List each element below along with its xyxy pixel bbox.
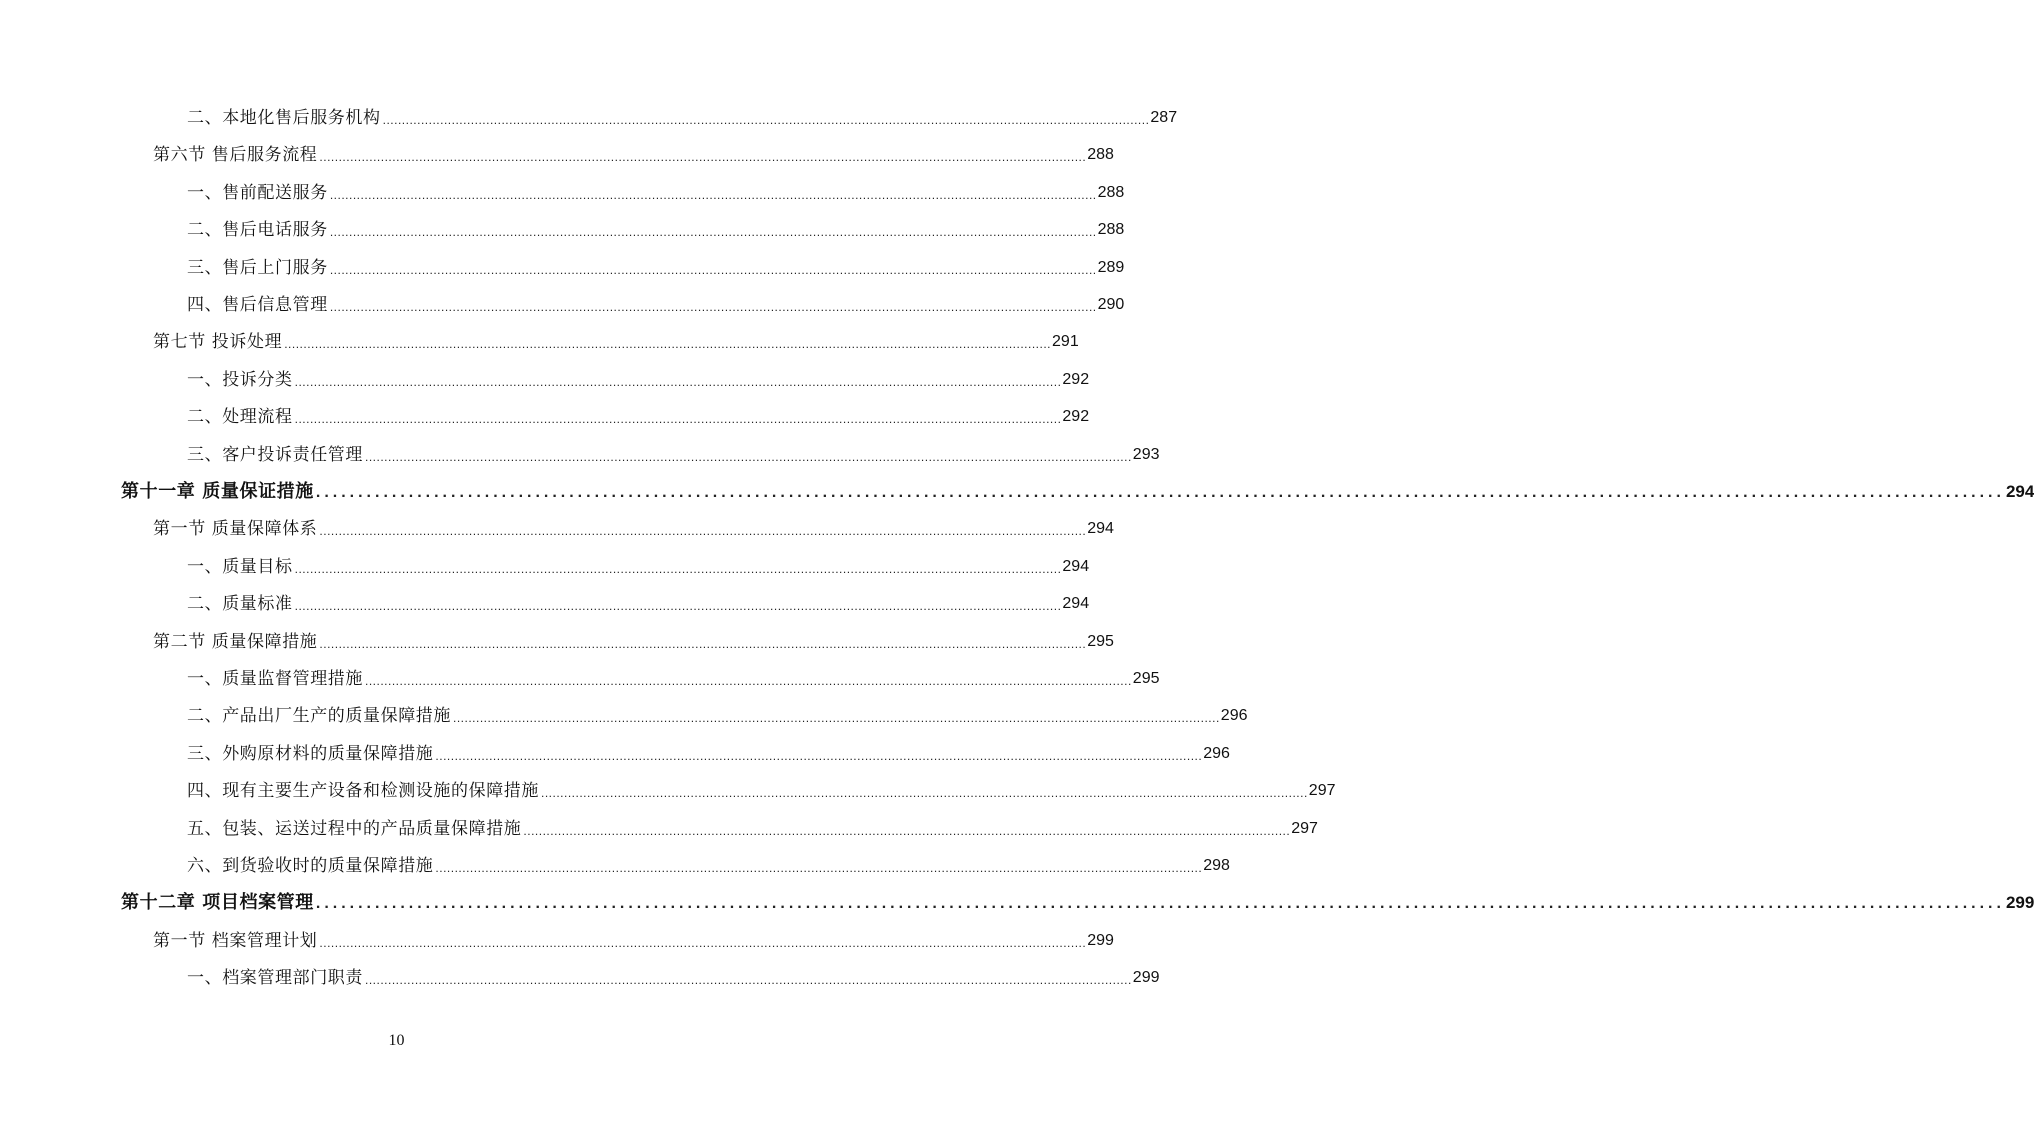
toc-subsection-entry[interactable] xyxy=(187,291,1125,317)
toc-section-entry[interactable] xyxy=(153,927,1114,953)
toc-leader-dots: ........................................................................................................................................................................................................ xyxy=(382,113,1150,127)
toc-leader-dots: ........................................................................................................................................................................................................ xyxy=(365,973,1132,988)
toc-entry-page: 294 xyxy=(1062,595,1090,613)
toc-entry-page: 289 xyxy=(1097,258,1125,276)
toc-subsection-entry[interactable] xyxy=(187,665,1160,691)
toc-entry-title: 第七节 投诉处理 xyxy=(153,332,283,353)
toc-subsection-entry[interactable] xyxy=(187,964,1160,990)
toc-entry-title: 第二节 质量保障措施 xyxy=(153,631,318,652)
toc-leader-dots: ........................................................................................................................................................................................................ xyxy=(329,262,1097,277)
toc-chapter-entry[interactable] xyxy=(121,889,2034,915)
toc-entry-title: 第一节 档案管理计划 xyxy=(153,930,318,951)
toc-entry-page: 299 xyxy=(2005,893,2034,913)
toc-entry-page: 299 xyxy=(1087,931,1114,949)
toc-entry-title: 一、售前配送服务 xyxy=(187,182,328,203)
toc-entry-title: 三、售后上门服务 xyxy=(187,257,328,278)
toc-entry-title: 二、售后电话服务 xyxy=(187,220,328,241)
toc-leader-dots: ........................................................................................................................................................................................................ xyxy=(541,786,1308,801)
toc-subsection-entry[interactable] xyxy=(187,815,1318,841)
toc-leader-dots: ........................................................................................................................................................................................................ xyxy=(365,449,1132,464)
toc-entry-page: 292 xyxy=(1062,370,1090,388)
toc-entry-title: 第六节 售后服务流程 xyxy=(153,145,318,166)
toc-entry-page: 295 xyxy=(1132,670,1160,687)
toc-entry-title: 三、外购原材料的质量保障措施 xyxy=(187,743,434,764)
toc-leader-dots: ........................................................................................................................................................................................................ xyxy=(315,484,2005,501)
toc-entry-title: 二、处理流程 xyxy=(187,407,293,428)
toc-entry-page: 294 xyxy=(1087,520,1114,538)
toc-entry-title: 二、本地化售后服务机构 xyxy=(187,108,381,128)
toc-entry-page: 299 xyxy=(1132,969,1160,987)
toc-leader-dots: ........................................................................................................................................................................................................ xyxy=(453,711,1220,726)
toc-section-entry[interactable] xyxy=(153,515,1114,541)
toc-subsection-entry[interactable] xyxy=(187,553,1090,579)
toc-section-entry[interactable] xyxy=(153,328,1079,354)
toc-entry-title: 一、质量目标 xyxy=(187,556,293,577)
toc-section-entry[interactable] xyxy=(153,141,1114,167)
toc-subsection-entry[interactable] xyxy=(187,403,1090,429)
toc-leader-dots: ........................................................................................................................................................................................................ xyxy=(365,674,1132,688)
toc-leader-dots: ........................................................................................................................................................................................................ xyxy=(294,599,1062,614)
toc-entry-page: 294 xyxy=(1062,557,1090,575)
toc-leader-dots: ........................................................................................................................................................................................................ xyxy=(315,895,2005,913)
toc-entry-title: 一、投诉分类 xyxy=(187,369,293,390)
toc-leader-dots: ........................................................................................................................................................................................................ xyxy=(435,861,1203,875)
toc-subsection-entry[interactable] xyxy=(187,777,1336,803)
toc-entry-page: 290 xyxy=(1097,296,1125,313)
toc-leader-dots: ........................................................................................................................................................................................................ xyxy=(294,374,1062,389)
toc-entry-title: 二、质量标准 xyxy=(187,594,293,615)
toc-subsection-entry[interactable] xyxy=(187,254,1125,280)
toc-entry-page: 288 xyxy=(1097,221,1125,239)
toc-entry-page: 288 xyxy=(1097,183,1125,201)
toc-entry-page: 297 xyxy=(1291,819,1318,837)
toc-leader-dots: ........................................................................................................................................................................................................ xyxy=(523,823,1291,838)
toc-leader-dots: ........................................................................................................................................................................................................ xyxy=(329,300,1097,314)
toc-leader-dots: ........................................................................................................................................................................................................ xyxy=(294,412,1062,427)
toc-entry-title: 二、产品出厂生产的质量保障措施 xyxy=(187,706,451,727)
toc-leader-dots: ........................................................................................................................................................................................................ xyxy=(284,337,1052,352)
toc-leader-dots: ........................................................................................................................................................................................................ xyxy=(294,561,1062,576)
toc-subsection-entry[interactable] xyxy=(187,740,1230,766)
toc-entry-title: 一、档案管理部门职责 xyxy=(187,968,363,989)
toc-subsection-entry[interactable] xyxy=(187,441,1160,467)
toc-section-entry[interactable] xyxy=(153,628,1114,654)
toc-entry-page: 288 xyxy=(1087,146,1114,164)
toc-leader-dots: ........................................................................................................................................................................................................ xyxy=(329,187,1097,202)
toc-subsection-entry[interactable] xyxy=(187,104,1178,130)
toc-leader-dots: ........................................................................................................................................................................................................ xyxy=(319,524,1087,539)
page-number: 10 xyxy=(388,1032,405,1049)
toc-entry-page: 287 xyxy=(1150,109,1178,126)
toc-subsection-entry[interactable] xyxy=(187,702,1248,728)
toc-entry-page: 296 xyxy=(1203,744,1230,762)
toc-entry-title: 一、质量监督管理措施 xyxy=(187,669,363,689)
toc-subsection-entry[interactable] xyxy=(187,852,1230,878)
toc-entry-page: 291 xyxy=(1052,333,1079,351)
toc-subsection-entry[interactable] xyxy=(187,216,1125,242)
toc-entry-title: 第一节 质量保障体系 xyxy=(153,519,318,540)
toc-chapter-entry[interactable] xyxy=(121,478,2034,504)
toc-entry-page: 292 xyxy=(1062,408,1090,426)
toc-subsection-entry[interactable] xyxy=(187,179,1125,205)
toc-entry-page: 297 xyxy=(1308,782,1336,800)
toc-subsection-entry[interactable] xyxy=(187,366,1090,392)
toc-entry-title: 四、现有主要生产设备和检测设施的保障措施 xyxy=(187,781,539,802)
toc-entry-title: 四、售后信息管理 xyxy=(187,295,328,315)
toc-entry-page: 293 xyxy=(1132,445,1160,463)
toc-leader-dots: ........................................................................................................................................................................................................ xyxy=(435,748,1203,763)
toc-leader-dots: ........................................................................................................................................................................................................ xyxy=(319,636,1087,651)
toc-entry-title: 五、包装、运送过程中的产品质量保障措施 xyxy=(187,818,522,839)
toc-entry-page: 296 xyxy=(1220,707,1248,725)
toc-entry-page: 295 xyxy=(1087,632,1114,650)
toc-entry-title: 六、到货验收时的质量保障措施 xyxy=(187,856,434,876)
toc-leader-dots: ........................................................................................................................................................................................................ xyxy=(329,225,1097,240)
toc-entry-page: 294 xyxy=(2005,482,2034,501)
toc-entry-title: 第十一章 质量保证措施 xyxy=(121,481,314,502)
toc-subsection-entry[interactable] xyxy=(187,590,1090,616)
toc-entry-title: 三、客户投诉责任管理 xyxy=(187,444,363,465)
toc-entry-page: 298 xyxy=(1203,857,1230,874)
toc-leader-dots: ........................................................................................................................................................................................................ xyxy=(319,150,1087,165)
toc-entry-title: 第十二章 项目档案管理 xyxy=(121,892,314,914)
toc-leader-dots: ........................................................................................................................................................................................................ xyxy=(319,935,1087,950)
